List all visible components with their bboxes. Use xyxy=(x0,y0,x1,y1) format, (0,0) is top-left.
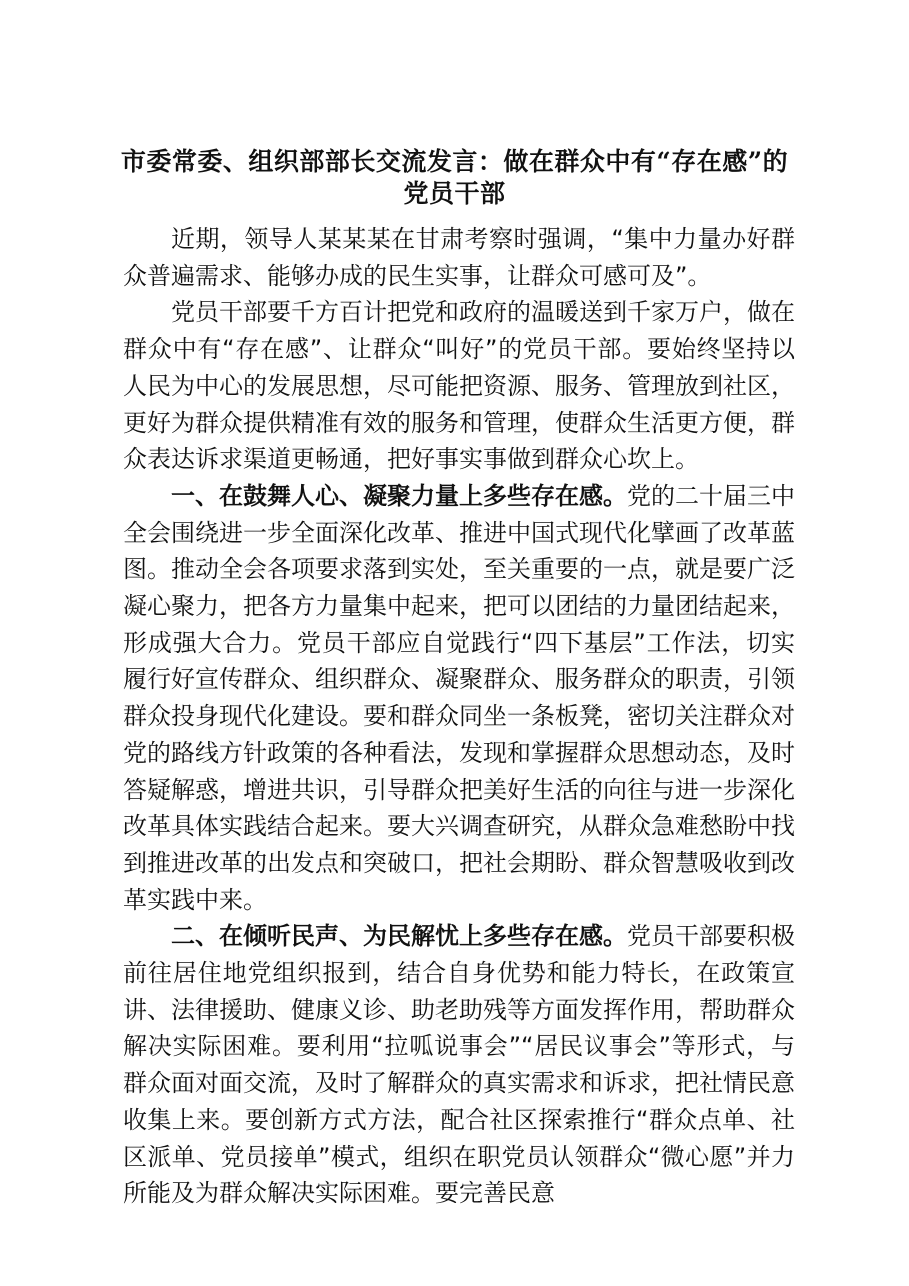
paragraph-overview xyxy=(123,294,795,478)
section-one-paragraph xyxy=(123,478,795,918)
section-two-text: 党员干部要积极前往居住地党组织报到，结合自身优势和能力特长，在政策宣讲、法律援助、健康义诊、助老助残等方面发挥作用，帮助群众解决实际困难。要利用“拉呱说事会”“居民议事会”等形式，与群众面对面交流，及时了解群众的真实需求和诉求，把社情民意收集上来。要创新方式方法，配合社区探索推行“群众点单、社区派单、党员接单”模式，组织在职党员认领群众“微心愿”并力所能及为群众解决实际困难。要完善民意 xyxy=(123,922,795,1208)
paragraph-intro xyxy=(123,221,795,294)
paragraph-overview-text: 党员干部要千方百计把党和政府的温暖送到千家万户，做在群众中有“存在感”、让群众“叫好”的党员干部。要始终坚持以人民为中心的发展思想，尽可能把资源、服务、管理放到社区，更好为群众提供精准有效的服务和管理，使群众生活更方便，群众表达诉求渠道更畅通，把好事实事做到群众心坎上。 xyxy=(123,298,795,474)
document-body xyxy=(123,221,795,1212)
document-title: 市委常委、组织部部长交流发言：做在群众中有“存在感”的党员干部 xyxy=(120,147,789,208)
section-one-text: 党的二十届三中全会围绕进一步全面深化改革、推进中国式现代化擘画了改革蓝图。推动全会各项要求落到实处，至关重要的一点，就是要广泛凝心聚力，把各方力量集中起来，把可以团结的力量团结起来，形成强大合力。党员干部应自觉践行“四下基层”工作法，切实履行好宣传群众、组织群众、凝聚群众、服务群众的职责，引领群众投身现代化建设。要和群众同坐一条板凳，密切关注群众对党的路线方针政策的各种看法，发现和掌握群众思想动态，及时答疑解惑，增进共识，引导群众把美好生活的向往与进一步深化改革具体实践结合起来。要大兴调查研究，从群众急难愁盼中找到推进改革的出发点和突破口，把社会期盼、群众智慧吸收到改革实践中来。 xyxy=(123,481,795,914)
section-two-paragraph xyxy=(123,918,795,1212)
section-one-heading: 一、在鼓舞人心、凝聚力量上多些存在感。 xyxy=(171,481,627,510)
paragraph-intro-text: 近期，领导人某某某在甘肃考察时强调，“集中力量办好群众普遍需求、能够办成的民生实事，让群众可感可及”。 xyxy=(123,225,795,290)
section-two-heading: 二、在倾听民声、为民解忧上多些存在感。 xyxy=(171,922,627,951)
